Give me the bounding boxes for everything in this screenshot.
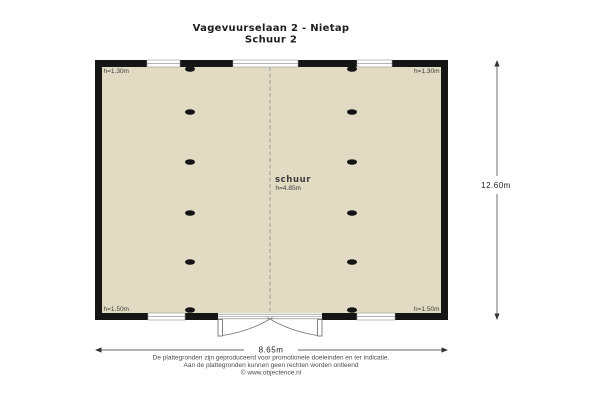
post xyxy=(185,210,195,216)
post xyxy=(185,259,195,265)
post xyxy=(347,210,357,216)
post xyxy=(347,66,357,72)
room-label: schuur xyxy=(275,175,312,185)
double-door xyxy=(218,313,322,336)
dimension-width xyxy=(95,346,448,355)
dimension-height xyxy=(481,60,511,320)
height-label-top-left: h=1.30m xyxy=(103,68,129,75)
arrow-up-icon xyxy=(494,60,499,67)
post xyxy=(185,66,195,72)
floor-area xyxy=(102,67,441,313)
post xyxy=(347,109,357,115)
disclaimer xyxy=(153,355,390,377)
height-label-top-right: h=1.30m xyxy=(414,68,440,75)
window-top-left xyxy=(147,60,180,67)
post xyxy=(347,259,357,265)
door-leaf-left xyxy=(218,320,223,337)
arrow-down-icon xyxy=(494,314,499,321)
building xyxy=(95,60,448,336)
post xyxy=(347,159,357,165)
height-label-bottom-left: h=1.50m xyxy=(103,306,129,313)
wall-left xyxy=(95,60,102,320)
post xyxy=(185,109,195,115)
disclaimer-line-1: De plattegronden zijn geproduceerd voor promotionele doeleinden en ter indicatie. xyxy=(152,354,390,362)
page-subtitle: Schuur 2 xyxy=(244,34,298,46)
door-swing-right xyxy=(268,318,318,336)
disclaimer-line-3: © www.objectence.nl xyxy=(240,369,302,377)
post xyxy=(185,307,195,313)
room-height-label: h=4.85m xyxy=(275,185,301,192)
window-top-center xyxy=(233,60,298,67)
door-swing-left xyxy=(223,318,273,336)
dimension-width-label: 8.65m xyxy=(258,345,284,355)
page-title: Vagevuurselaan 2 - Nietap xyxy=(192,23,350,34)
arrow-left-icon xyxy=(95,347,102,352)
post xyxy=(185,159,195,165)
post xyxy=(347,307,357,313)
dimension-height-label: 12.60m xyxy=(481,181,511,190)
height-label-bottom-right: h=1.50m xyxy=(414,306,440,313)
window-top-right xyxy=(357,60,392,67)
wall-right xyxy=(441,60,448,320)
arrow-right-icon xyxy=(442,347,449,352)
window-bottom-right xyxy=(357,313,395,320)
disclaimer-line-2: Aan de plattegronden kunnen geen rechten worden ontleend xyxy=(183,362,359,369)
window-bottom-left xyxy=(148,313,185,320)
door-leaf-right xyxy=(318,320,323,337)
